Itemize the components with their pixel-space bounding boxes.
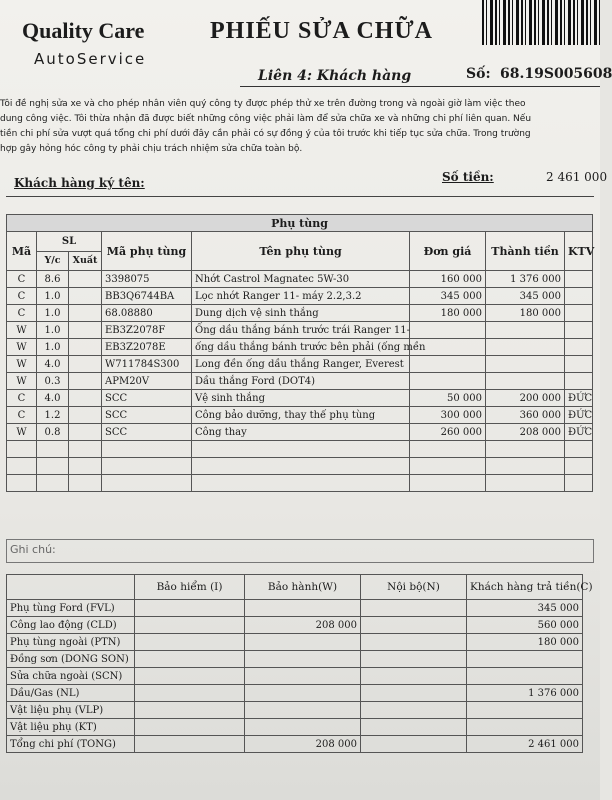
table-row <box>7 271 593 288</box>
col-unit-price: Đơn giá <box>410 232 486 271</box>
insurance-amount <box>135 651 245 668</box>
unit-price: 345 000 <box>410 288 486 305</box>
insurance-amount <box>135 736 245 753</box>
technician <box>565 322 593 339</box>
disclaimer-text <box>0 97 600 157</box>
internal-amount <box>361 736 467 753</box>
col-part-name: Tên phụ tùng <box>192 232 410 271</box>
col-part-no: Mã phụ tùng <box>102 232 192 271</box>
insurance-amount <box>135 685 245 702</box>
technician <box>565 356 593 373</box>
col-internal: Nội bộ(N) <box>361 575 467 600</box>
unit-price <box>410 475 486 492</box>
line-total: 345 000 <box>486 288 565 305</box>
col-code: Mã <box>7 232 37 271</box>
col-qty-req: Y/c <box>37 251 69 271</box>
line-total <box>486 339 565 356</box>
table-row <box>7 719 583 736</box>
internal-amount <box>361 600 467 617</box>
part-number <box>102 441 192 458</box>
col-total: Thành tiền <box>486 232 565 271</box>
technician <box>565 373 593 390</box>
qty-issued <box>69 339 102 356</box>
qty-requested: 0.8 <box>37 424 69 441</box>
part-number <box>102 458 192 475</box>
line-total: 360 000 <box>486 407 565 424</box>
qty-requested: 1.0 <box>37 339 69 356</box>
customer-amount <box>467 702 583 719</box>
unit-price <box>410 322 486 339</box>
part-code: W <box>7 424 37 441</box>
cost-category: Vật liệu phụ (KT) <box>7 719 135 736</box>
table-row <box>7 322 593 339</box>
cost-category: Phụ tùng Ford (FVL) <box>7 600 135 617</box>
table-row <box>7 288 593 305</box>
internal-amount <box>361 634 467 651</box>
notes-box <box>6 539 594 563</box>
customer-amount <box>467 651 583 668</box>
table-row <box>7 458 593 475</box>
warranty-amount <box>245 702 361 719</box>
parts-table <box>6 214 593 492</box>
line-total: 200 000 <box>486 390 565 407</box>
brand-subtitle: AutoService <box>34 50 147 68</box>
part-name: Long đền ống dầu thắng Ranger, Everest <box>192 356 410 373</box>
customer-amount: 2 461 000 <box>467 736 583 753</box>
warranty-amount <box>245 668 361 685</box>
internal-amount <box>361 668 467 685</box>
part-number: W711784S300 <box>102 356 192 373</box>
col-ktv: KTV <box>565 232 593 271</box>
table-row <box>7 305 593 322</box>
part-name: Công thay <box>192 424 410 441</box>
warranty-amount <box>245 719 361 736</box>
cost-summary-table <box>6 574 593 753</box>
part-number: APM20V <box>102 373 192 390</box>
customer-amount: 180 000 <box>467 634 583 651</box>
internal-amount <box>361 702 467 719</box>
part-code: W <box>7 373 37 390</box>
part-name: Vệ sinh thắng <box>192 390 410 407</box>
qty-requested: 8.6 <box>37 271 69 288</box>
part-code: C <box>7 288 37 305</box>
unit-price: 160 000 <box>410 271 486 288</box>
line-total <box>486 356 565 373</box>
qty-issued <box>69 322 102 339</box>
part-number: EB3Z2078F <box>102 322 192 339</box>
qty-issued <box>69 407 102 424</box>
technician: ĐỨC <box>565 407 593 424</box>
unit-price: 50 000 <box>410 390 486 407</box>
cost-category: Công lao động (CLD) <box>7 617 135 634</box>
warranty-amount <box>245 651 361 668</box>
line-total <box>486 441 565 458</box>
line-total <box>486 458 565 475</box>
qty-requested <box>37 475 69 492</box>
qty-issued <box>69 458 102 475</box>
form-title: PHIẾU SỬA CHỮA <box>210 18 433 44</box>
line-total: 1 376 000 <box>486 271 565 288</box>
warranty-amount <box>245 634 361 651</box>
part-name: Dung dịch vệ sinh thắng <box>192 305 410 322</box>
part-name: ống dầu thắng bánh trước bên phải (ống mền <box>192 339 410 356</box>
qty-issued <box>69 390 102 407</box>
part-number: 68.08880 <box>102 305 192 322</box>
table-row <box>7 617 583 634</box>
qty-requested <box>37 458 69 475</box>
part-code: W <box>7 356 37 373</box>
table-row <box>7 390 593 407</box>
internal-amount <box>361 617 467 634</box>
qty-issued <box>69 441 102 458</box>
qty-issued <box>69 271 102 288</box>
cost-category: Đồng sơn (DONG SON) <box>7 651 135 668</box>
technician <box>565 305 593 322</box>
unit-price: 260 000 <box>410 424 486 441</box>
amount-value: 2 461 000 <box>546 170 608 184</box>
qty-issued <box>69 356 102 373</box>
qty-issued <box>69 475 102 492</box>
unit-price <box>410 458 486 475</box>
part-number: BB3Q6744BA <box>102 288 192 305</box>
part-code: C <box>7 407 37 424</box>
disclaimer-line: dung công việc. Tôi thừa nhận đã được biết những công việc phải làm để sửa chữa xe và những chi phí liên quan. Nếu <box>0 114 532 124</box>
part-code: C <box>7 271 37 288</box>
table-row <box>7 356 593 373</box>
cost-category: Dầu/Gas (NL) <box>7 685 135 702</box>
table-row <box>7 685 583 702</box>
table-row <box>7 339 593 356</box>
internal-amount <box>361 685 467 702</box>
part-name: Công bảo dưỡng, thay thế phụ tùng <box>192 407 410 424</box>
internal-amount <box>361 651 467 668</box>
technician: ĐỨC <box>565 424 593 441</box>
disclaimer-line: Tôi đề nghị sửa xe và cho phép nhân viên quý công ty được phép thử xe trên đường trong và ngoài giờ làm việc theo <box>0 99 526 109</box>
part-number: 3398075 <box>102 271 192 288</box>
part-code <box>7 475 37 492</box>
customer-amount: 1 376 000 <box>467 685 583 702</box>
customer-amount <box>467 668 583 685</box>
technician <box>565 441 593 458</box>
customer-amount: 345 000 <box>467 600 583 617</box>
line-total <box>486 373 565 390</box>
unit-price <box>410 356 486 373</box>
qty-requested: 1.0 <box>37 305 69 322</box>
parts-caption: Phụ tùng <box>7 215 593 232</box>
line-total <box>486 322 565 339</box>
insurance-amount <box>135 702 245 719</box>
part-number: SCC <box>102 424 192 441</box>
qty-issued <box>69 288 102 305</box>
technician <box>565 288 593 305</box>
col-warranty: Bảo hành(W) <box>245 575 361 600</box>
internal-amount <box>361 719 467 736</box>
part-code <box>7 458 37 475</box>
part-number <box>102 475 192 492</box>
line-total: 180 000 <box>486 305 565 322</box>
part-code <box>7 441 37 458</box>
table-row <box>7 407 593 424</box>
warranty-amount: 208 000 <box>245 617 361 634</box>
warranty-amount <box>245 685 361 702</box>
header-divider <box>240 86 600 87</box>
disclaimer-line: hợp gây hỏng hóc công ty phải chịu trách nhiệm sửa chữa toàn bộ. <box>0 144 303 154</box>
table-row <box>7 634 583 651</box>
unit-price: 180 000 <box>410 305 486 322</box>
technician: ĐỨC <box>565 390 593 407</box>
disclaimer-line: tiền chi phí sửa vượt quá tổng chi phí dưới đây cần phải có sự đồng ý của tôi trước khi tiếp tục sửa chữa. Trong trường <box>0 129 531 139</box>
amount-label: Số tiền: <box>442 170 494 184</box>
customer-signature-label: Khách hàng ký tên: <box>14 176 145 190</box>
insurance-amount <box>135 719 245 736</box>
part-name <box>192 475 410 492</box>
customer-amount: 560 000 <box>467 617 583 634</box>
part-name: Nhớt Castrol Magnatec 5W-30 <box>192 271 410 288</box>
col-qty-out: Xuất <box>69 251 102 271</box>
table-row <box>7 373 593 390</box>
copy-label: Liên 4: Khách hàng <box>258 68 412 84</box>
insurance-amount <box>135 634 245 651</box>
notes-label: Ghi chú: <box>10 543 56 556</box>
table-row <box>7 475 593 492</box>
table-row <box>7 424 593 441</box>
warranty-amount <box>245 600 361 617</box>
part-name: Ống dầu thắng bánh trước trái Ranger 11- <box>192 322 410 339</box>
unit-price <box>410 373 486 390</box>
part-code: W <box>7 339 37 356</box>
technician <box>565 475 593 492</box>
insurance-amount <box>135 600 245 617</box>
qty-issued <box>69 305 102 322</box>
qty-requested: 4.0 <box>37 356 69 373</box>
barcode-icon <box>482 0 600 45</box>
warranty-amount: 208 000 <box>245 736 361 753</box>
table-row <box>7 651 583 668</box>
qty-issued <box>69 424 102 441</box>
qty-requested: 1.0 <box>37 322 69 339</box>
cost-category: Vật liệu phụ (VLP) <box>7 702 135 719</box>
part-name: Dầu thắng Ford (DOT4) <box>192 373 410 390</box>
line-total <box>486 475 565 492</box>
cost-category: Tổng chi phí (TONG) <box>7 736 135 753</box>
unit-price <box>410 441 486 458</box>
qty-requested <box>37 441 69 458</box>
order-number-label: Số: <box>466 66 491 82</box>
part-code: W <box>7 322 37 339</box>
technician <box>565 458 593 475</box>
col-customer: Khách hàng trả tiền(C) <box>467 575 583 600</box>
cost-category: Sửa chữa ngoài (SCN) <box>7 668 135 685</box>
customer-amount <box>467 719 583 736</box>
qty-requested: 1.2 <box>37 407 69 424</box>
unit-price: 300 000 <box>410 407 486 424</box>
col-qty: SL <box>37 232 102 252</box>
part-number: SCC <box>102 407 192 424</box>
qty-requested: 0.3 <box>37 373 69 390</box>
technician <box>565 271 593 288</box>
cost-category: Phụ tùng ngoài (PTN) <box>7 634 135 651</box>
table-row <box>7 600 583 617</box>
insurance-amount <box>135 668 245 685</box>
technician <box>565 339 593 356</box>
part-name: Lọc nhớt Ranger 11- máy 2.2,3.2 <box>192 288 410 305</box>
brand-name: Quality Care <box>22 18 145 43</box>
insurance-amount <box>135 617 245 634</box>
order-number-value: 68.19S005608 <box>500 66 612 82</box>
signature-divider <box>6 196 594 197</box>
part-name <box>192 458 410 475</box>
table-row <box>7 441 593 458</box>
part-code: C <box>7 305 37 322</box>
part-name <box>192 441 410 458</box>
qty-requested: 4.0 <box>37 390 69 407</box>
table-row <box>7 702 583 719</box>
qty-issued <box>69 373 102 390</box>
summary-corner <box>7 575 135 600</box>
part-code: C <box>7 390 37 407</box>
table-row <box>7 736 583 753</box>
table-row <box>7 668 583 685</box>
line-total: 208 000 <box>486 424 565 441</box>
part-number: SCC <box>102 390 192 407</box>
col-insurance: Bảo hiểm (I) <box>135 575 245 600</box>
qty-requested: 1.0 <box>37 288 69 305</box>
part-number: EB3Z2078E <box>102 339 192 356</box>
